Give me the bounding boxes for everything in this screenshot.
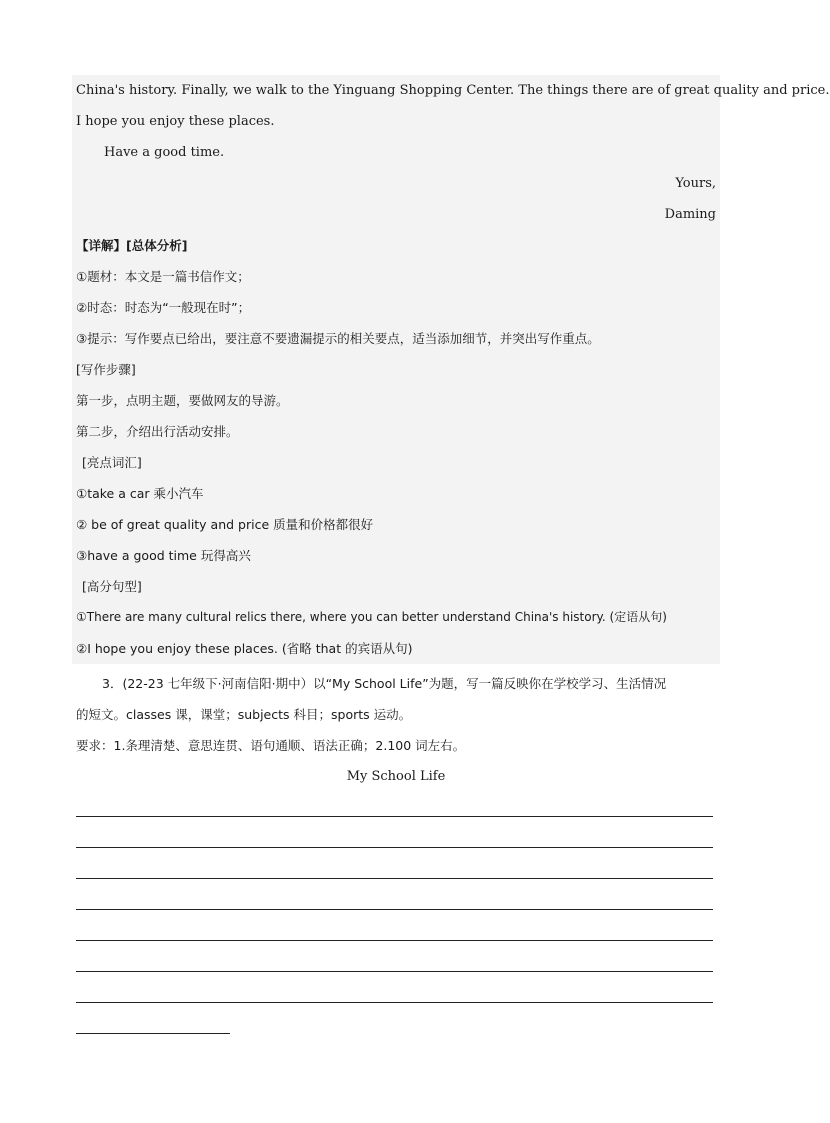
letter-line: I hope you enjoy these places. bbox=[72, 106, 720, 137]
sentence-header: [高分句型] bbox=[72, 571, 720, 602]
answer-line[interactable] bbox=[76, 909, 713, 910]
letter-closing: Yours, bbox=[72, 168, 720, 199]
question-text: 的短文。classes 课，课堂；subjects 科目；sports 运动。 bbox=[76, 707, 412, 722]
answer-line[interactable] bbox=[76, 940, 713, 941]
analysis-point: ①题材：本文是一篇书信作文； bbox=[72, 261, 720, 292]
sentence-item: ②I hope you enjoy these places. (省略 that 的宾语从句) bbox=[72, 633, 720, 664]
letter-line: Have a good time. bbox=[72, 137, 720, 168]
sentence-item: ①There are many cultural relics there, where you can better understand China's history. (定语从句) bbox=[72, 602, 720, 633]
step-item: 第一步，点明主题，要做网友的导游。 bbox=[72, 385, 720, 416]
analysis-point: ③提示：写作要点已给出，要注意不要遗漏提示的相关要点，适当添加细节，并突出写作重点。 bbox=[72, 323, 720, 354]
analysis-point: ②时态：时态为“一般现在时”； bbox=[72, 292, 720, 323]
answer-line[interactable] bbox=[76, 971, 713, 972]
steps-header: [写作步骤] bbox=[72, 354, 720, 385]
question-requirement: 要求：1.条理清楚、意思连贯、语句通顺、语法正确；2.100 词左右。 bbox=[76, 738, 466, 753]
letter-line: China's history. Finally, we walk to the Yinguang Shopping Center. The things there are of great quality and price. bbox=[72, 75, 720, 106]
letter-signature: Daming bbox=[72, 199, 720, 230]
vocab-item: ①take a car 乘小汽车 bbox=[72, 478, 720, 509]
question-text: 3．(22-23 七年级下·河南信阳·期中）以“My School Life”为题，写一篇反映你在学校学习、生活情况 bbox=[102, 676, 667, 691]
answer-line[interactable] bbox=[76, 878, 713, 879]
answer-line-short[interactable] bbox=[76, 1033, 230, 1034]
answer-line[interactable] bbox=[76, 847, 713, 848]
vocab-item: ③have a good time 玩得高兴 bbox=[72, 540, 720, 571]
answer-line[interactable] bbox=[76, 1002, 713, 1003]
essay-title: My School Life bbox=[346, 769, 446, 784]
answer-line[interactable] bbox=[76, 816, 713, 817]
step-item: 第二步，介绍出行活动安排。 bbox=[72, 416, 720, 447]
analysis-header: 【详解】[总体分析] bbox=[72, 230, 720, 261]
vocab-header: [亮点词汇] bbox=[72, 447, 720, 478]
vocab-item: ② be of great quality and price 质量和价格都很好 bbox=[72, 509, 720, 540]
